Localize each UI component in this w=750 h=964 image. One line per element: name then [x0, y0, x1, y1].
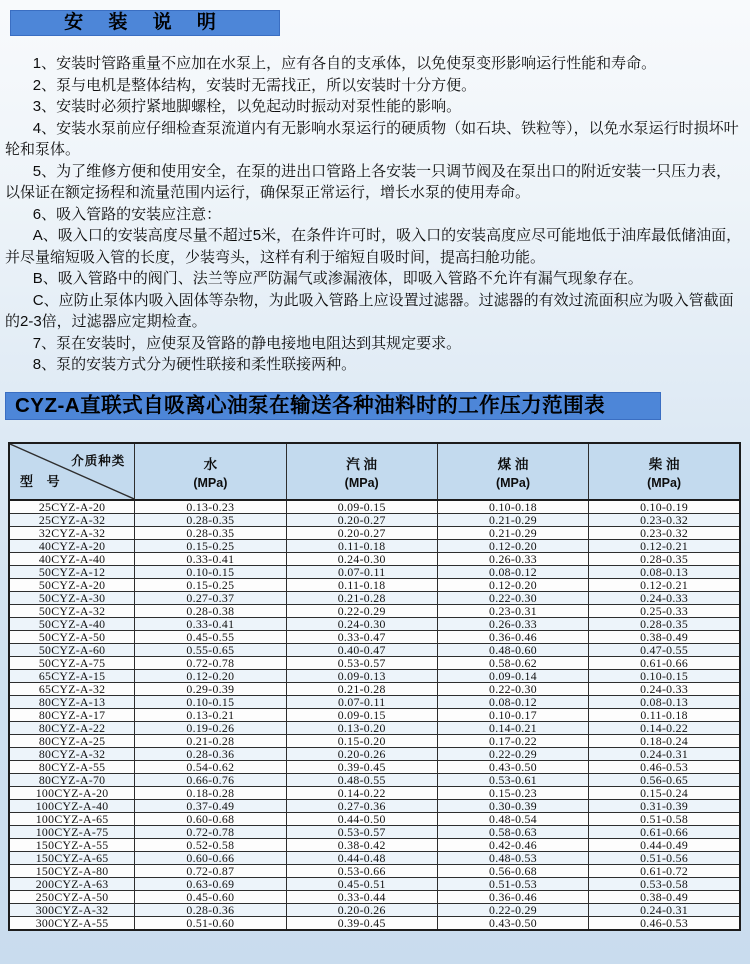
pressure-cell: 0.24-0.31: [589, 747, 740, 760]
model-cell: 80CYZ-A-25: [9, 734, 135, 747]
pressure-cell: 0.15-0.25: [135, 539, 286, 552]
column-unit: (MPa): [344, 475, 379, 490]
instruction-item: 7、泵在安装时，应使泵及管路的静电接地电阻达到其规定要求。: [32, 334, 462, 352]
pressure-cell: 0.48-0.53: [437, 851, 588, 864]
pressure-cell: 0.15-0.20: [286, 734, 437, 747]
pressure-cell: 0.12-0.20: [437, 578, 588, 591]
table-row: [9, 799, 740, 812]
model-cell: 100CYZ-A-75: [9, 825, 135, 838]
table-row: [9, 682, 740, 695]
pressure-cell: 0.33-0.41: [135, 617, 286, 630]
pressure-cell: 0.22-0.30: [437, 682, 588, 695]
pressure-cell: 0.11-0.18: [589, 708, 740, 721]
table-row: [9, 526, 740, 539]
pressure-cell: 0.53-0.58: [589, 877, 740, 890]
table-row: [9, 786, 740, 799]
instruction-item: 8、泵的安装方式分为硬性联接和柔性联接两种。: [32, 356, 357, 373]
model-cell: 50CYZ-A-20: [9, 578, 135, 591]
pressure-cell: 0.10-0.15: [135, 565, 286, 578]
table-row: [9, 851, 740, 864]
pressure-cell: 0.21-0.29: [437, 526, 588, 539]
model-cell: 150CYZ-A-55: [9, 838, 135, 851]
instruction-item: 4、安装水泵前应仔细检查泵流道内有无影响水泵运行的硬质物（如石块、铁粒等），以免水泵运行时损坏叶轮和泵体。: [5, 119, 739, 158]
instruction-item: A、吸入口的安装高度尽量不超过5米，在条件许可时，吸入口的安装高度应尽可能地低于油库最低储油面，并尽量缩短吸入管的长度，少装弯头，这样有利于缩短自吸时间，提高扫舱功能。: [5, 227, 742, 266]
pressure-cell: 0.10-0.15: [135, 695, 286, 708]
model-cell: 250CYZ-A-50: [9, 890, 135, 903]
pressure-cell: 0.24-0.30: [286, 617, 437, 630]
pressure-cell: 0.27-0.36: [286, 799, 437, 812]
pressure-cell: 0.08-0.13: [589, 695, 740, 708]
model-cell: 50CYZ-A-32: [9, 604, 135, 617]
table-row: [9, 565, 740, 578]
pressure-cell: 0.18-0.24: [589, 734, 740, 747]
model-cell: 25CYZ-A-32: [9, 513, 135, 526]
model-cell: 80CYZ-A-70: [9, 773, 135, 786]
table-row: [9, 747, 740, 760]
table-row: [9, 513, 740, 526]
pressure-cell: 0.21-0.28: [286, 682, 437, 695]
instruction-item: C、应防止泵体内吸入固体等杂物，为此吸入管路上应设置过滤器。过滤器的有效过流面积应为吸入管截面的2-3倍，过滤器应定期检查。: [5, 291, 734, 330]
pressure-cell: 0.45-0.60: [135, 890, 286, 903]
pressure-cell: 0.54-0.62: [135, 760, 286, 773]
table-row: [9, 773, 740, 786]
pressure-cell: 0.44-0.49: [589, 838, 740, 851]
table-row: [9, 864, 740, 877]
pressure-cell: 0.14-0.22: [589, 721, 740, 734]
pressure-cell: 0.22-0.29: [286, 604, 437, 617]
table-row: [9, 630, 740, 643]
table-row: [9, 604, 740, 617]
table-row: [9, 643, 740, 656]
pressure-cell: 0.23-0.31: [437, 604, 588, 617]
model-cell: 200CYZ-A-63: [9, 877, 135, 890]
pressure-cell: 0.31-0.39: [589, 799, 740, 812]
pressure-cell: 0.07-0.11: [286, 565, 437, 578]
pressure-cell: 0.09-0.14: [437, 669, 588, 682]
pressure-cell: 0.12-0.20: [437, 539, 588, 552]
column-unit: (MPa): [647, 475, 682, 490]
pressure-cell: 0.26-0.33: [437, 617, 588, 630]
pressure-cell: 0.66-0.76: [135, 773, 286, 786]
pressure-cell: 0.09-0.15: [286, 500, 437, 514]
pressure-cell: 0.51-0.58: [589, 812, 740, 825]
pressure-cell: 0.58-0.63: [437, 825, 588, 838]
pressure-cell: 0.20-0.26: [286, 747, 437, 760]
pressure-cell: 0.21-0.28: [286, 591, 437, 604]
pressure-cell: 0.24-0.31: [589, 903, 740, 916]
table-row: [9, 760, 740, 773]
model-cell: 80CYZ-A-22: [9, 721, 135, 734]
pressure-cell: 0.61-0.72: [589, 864, 740, 877]
pressure-cell: 0.24-0.33: [589, 682, 740, 695]
model-cell: 300CYZ-A-32: [9, 903, 135, 916]
table-row: [9, 734, 740, 747]
table-row: [9, 825, 740, 838]
table-row: [9, 890, 740, 903]
pressure-cell: 0.72-0.78: [135, 656, 286, 669]
pressure-cell: 0.12-0.21: [589, 539, 740, 552]
column-name: 水: [203, 456, 218, 472]
table-row: [9, 812, 740, 825]
instruction-item: 5、为了维修方便和使用安全，在泵的进出口管路上各安装一只调节阀及在泵出口的附近安装一只压力表，以保证在额定扬程和流量范围内运行，确保泵正常运行，增长水泵的使用寿命。: [5, 162, 732, 201]
corner-label-model: 型 号: [20, 473, 65, 489]
pressure-cell: 0.10-0.18: [437, 500, 588, 514]
pressure-cell: 0.58-0.62: [437, 656, 588, 669]
pressure-cell: 0.26-0.33: [437, 552, 588, 565]
pressure-cell: 0.10-0.15: [589, 669, 740, 682]
model-cell: 65CYZ-A-15: [9, 669, 135, 682]
pressure-cell: 0.27-0.37: [135, 591, 286, 604]
corner-header-cell: [9, 443, 135, 500]
pressure-cell: 0.48-0.55: [286, 773, 437, 786]
model-cell: 65CYZ-A-32: [9, 682, 135, 695]
pressure-cell: 0.29-0.39: [135, 682, 286, 695]
model-cell: 50CYZ-A-60: [9, 643, 135, 656]
pressure-cell: 0.38-0.49: [589, 890, 740, 903]
pressure-cell: 0.28-0.38: [135, 604, 286, 617]
pressure-cell: 0.17-0.22: [437, 734, 588, 747]
pressure-cell: 0.28-0.36: [135, 903, 286, 916]
pressure-cell: 0.12-0.20: [135, 669, 286, 682]
instruction-item: 3、安装时必须拧紧地脚螺栓，以免起动时振动对泵性能的影响。: [32, 98, 462, 115]
pressure-cell: 0.42-0.46: [437, 838, 588, 851]
model-cell: 50CYZ-A-50: [9, 630, 135, 643]
pressure-cell: 0.21-0.29: [437, 513, 588, 526]
model-cell: 40CYZ-A-20: [9, 539, 135, 552]
pressure-table: [8, 442, 741, 931]
pressure-cell: 0.07-0.11: [286, 695, 437, 708]
pressure-cell: 0.22-0.29: [437, 903, 588, 916]
table-row: [9, 500, 740, 514]
pressure-cell: 0.51-0.53: [437, 877, 588, 890]
pressure-cell: 0.63-0.69: [135, 877, 286, 890]
pressure-cell: 0.61-0.66: [589, 656, 740, 669]
pressure-cell: 0.11-0.18: [286, 578, 437, 591]
pressure-cell: 0.13-0.21: [135, 708, 286, 721]
model-cell: 32CYZ-A-32: [9, 526, 135, 539]
column-header: [135, 443, 286, 500]
model-cell: 50CYZ-A-75: [9, 656, 135, 669]
pressure-cell: 0.33-0.44: [286, 890, 437, 903]
pressure-cell: 0.33-0.47: [286, 630, 437, 643]
table-row: [9, 669, 740, 682]
pressure-cell: 0.09-0.13: [286, 669, 437, 682]
model-cell: 50CYZ-A-30: [9, 591, 135, 604]
pressure-cell: 0.53-0.57: [286, 656, 437, 669]
pressure-cell: 0.56-0.65: [589, 773, 740, 786]
table-row: [9, 552, 740, 565]
pressure-cell: 0.38-0.49: [589, 630, 740, 643]
pressure-cell: 0.46-0.53: [589, 916, 740, 930]
pressure-cell: 0.72-0.78: [135, 825, 286, 838]
pressure-cell: 0.48-0.60: [437, 643, 588, 656]
pressure-cell: 0.51-0.56: [589, 851, 740, 864]
column-name: 煤 油: [497, 456, 529, 472]
column-unit: (MPa): [495, 475, 531, 490]
model-cell: 100CYZ-A-20: [9, 786, 135, 799]
column-name: 柴 油: [648, 456, 680, 472]
model-cell: 40CYZ-A-40: [9, 552, 135, 565]
pressure-cell: 0.12-0.21: [589, 578, 740, 591]
pressure-cell: 0.40-0.47: [286, 643, 437, 656]
pressure-cell: 0.13-0.23: [135, 500, 286, 514]
column-header: [437, 443, 588, 500]
pressure-cell: 0.22-0.29: [437, 747, 588, 760]
pressure-cell: 0.14-0.21: [437, 721, 588, 734]
pressure-cell: 0.55-0.65: [135, 643, 286, 656]
pressure-cell: 0.47-0.55: [589, 643, 740, 656]
pressure-cell: 0.20-0.26: [286, 903, 437, 916]
pressure-cell: 0.09-0.15: [286, 708, 437, 721]
pressure-cell: 0.46-0.53: [589, 760, 740, 773]
pressure-cell: 0.44-0.50: [286, 812, 437, 825]
model-cell: 300CYZ-A-55: [9, 916, 135, 930]
table-row: [9, 695, 740, 708]
pressure-cell: 0.23-0.32: [589, 526, 740, 539]
pressure-cell: 0.53-0.61: [437, 773, 588, 786]
pressure-cell: 0.28-0.35: [589, 617, 740, 630]
pressure-cell: 0.38-0.42: [286, 838, 437, 851]
pressure-cell: 0.28-0.35: [135, 526, 286, 539]
pressure-cell: 0.37-0.49: [135, 799, 286, 812]
table-row: [9, 708, 740, 721]
corner-label-medium-type: 介质种类: [71, 453, 126, 468]
pressure-cell: 0.45-0.51: [286, 877, 437, 890]
table-row: [9, 838, 740, 851]
pressure-cell: 0.39-0.45: [286, 916, 437, 930]
pressure-cell: 0.28-0.36: [135, 747, 286, 760]
model-cell: 80CYZ-A-32: [9, 747, 135, 760]
pressure-cell: 0.60-0.68: [135, 812, 286, 825]
pressure-cell: 0.24-0.30: [286, 552, 437, 565]
pressure-cell: 0.28-0.35: [135, 513, 286, 526]
table-row: [9, 877, 740, 890]
pressure-cell: 0.20-0.27: [286, 526, 437, 539]
pressure-cell: 0.20-0.27: [286, 513, 437, 526]
instruction-item: 6、吸入管路的安装应注意：: [32, 205, 222, 223]
pressure-cell: 0.61-0.66: [589, 825, 740, 838]
model-cell: 150CYZ-A-65: [9, 851, 135, 864]
pressure-cell: 0.19-0.26: [135, 721, 286, 734]
pressure-cell: 0.08-0.12: [437, 695, 588, 708]
pressure-cell: 0.21-0.28: [135, 734, 286, 747]
pressure-table-title: CYZ-A直联式自吸离心油泵在输送各种油料时的工作压力范围表: [5, 392, 661, 420]
pressure-cell: 0.24-0.33: [589, 591, 740, 604]
model-cell: 50CYZ-A-12: [9, 565, 135, 578]
model-cell: 80CYZ-A-55: [9, 760, 135, 773]
pressure-cell: 0.28-0.35: [589, 552, 740, 565]
pressure-cell: 0.13-0.20: [286, 721, 437, 734]
column-unit: (MPa): [193, 475, 228, 490]
column-header: [286, 443, 437, 500]
pressure-cell: 0.15-0.23: [437, 786, 588, 799]
pressure-cell: 0.51-0.60: [135, 916, 286, 930]
table-row: [9, 656, 740, 669]
pressure-cell: 0.33-0.41: [135, 552, 286, 565]
table-row: [9, 617, 740, 630]
column-name: 汽 油: [346, 456, 378, 472]
pressure-cell: 0.60-0.66: [135, 851, 286, 864]
pressure-cell: 0.44-0.48: [286, 851, 437, 864]
manual-page: [0, 10, 750, 931]
pressure-cell: 0.10-0.17: [437, 708, 588, 721]
model-cell: 100CYZ-A-40: [9, 799, 135, 812]
model-cell: 100CYZ-A-65: [9, 812, 135, 825]
model-cell: 25CYZ-A-20: [9, 500, 135, 514]
table-row: [9, 721, 740, 734]
pressure-cell: 0.72-0.87: [135, 864, 286, 877]
pressure-cell: 0.53-0.57: [286, 825, 437, 838]
install-section-title: 安 装 说 明: [10, 10, 280, 36]
pressure-cell: 0.56-0.68: [437, 864, 588, 877]
model-cell: 80CYZ-A-13: [9, 695, 135, 708]
instruction-item: B、吸入管路中的阀门、法兰等应严防漏气或渗漏液体，即吸入管路不允许有漏气现象存在。: [32, 270, 643, 287]
pressure-cell: 0.22-0.30: [437, 591, 588, 604]
table-row: [9, 578, 740, 591]
instruction-item: 2、泵与电机是整体结构，安装时无需找正，所以安装时十分方便。: [32, 76, 477, 94]
model-cell: 150CYZ-A-80: [9, 864, 135, 877]
pressure-cell: 0.23-0.32: [589, 513, 740, 526]
pressure-cell: 0.18-0.28: [135, 786, 286, 799]
pressure-cell: 0.10-0.19: [589, 500, 740, 514]
pressure-cell: 0.30-0.39: [437, 799, 588, 812]
pressure-cell: 0.45-0.55: [135, 630, 286, 643]
installation-instructions: [5, 53, 745, 376]
pressure-cell: 0.53-0.66: [286, 864, 437, 877]
pressure-cell: 0.43-0.50: [437, 916, 588, 930]
pressure-cell: 0.36-0.46: [437, 630, 588, 643]
pressure-cell: 0.25-0.33: [589, 604, 740, 617]
pressure-cell: 0.15-0.25: [135, 578, 286, 591]
table-row: [9, 903, 740, 916]
model-cell: 80CYZ-A-17: [9, 708, 135, 721]
pressure-cell: 0.08-0.12: [437, 565, 588, 578]
column-header: [589, 443, 740, 500]
pressure-cell: 0.15-0.24: [589, 786, 740, 799]
table-row: [9, 539, 740, 552]
pressure-cell: 0.39-0.45: [286, 760, 437, 773]
pressure-cell: 0.52-0.58: [135, 838, 286, 851]
pressure-cell: 0.48-0.54: [437, 812, 588, 825]
pressure-cell: 0.08-0.13: [589, 565, 740, 578]
pressure-cell: 0.14-0.22: [286, 786, 437, 799]
pressure-cell: 0.11-0.18: [286, 539, 437, 552]
model-cell: 50CYZ-A-40: [9, 617, 135, 630]
pressure-cell: 0.43-0.50: [437, 760, 588, 773]
instruction-item: 1、安装时管路重量不应加在水泵上，应有各自的支承体，以免使泵变形影响运行性能和寿命。: [32, 55, 657, 72]
table-row: [9, 916, 740, 930]
table-header-row: [9, 443, 740, 500]
table-row: [9, 591, 740, 604]
pressure-cell: 0.36-0.46: [437, 890, 588, 903]
